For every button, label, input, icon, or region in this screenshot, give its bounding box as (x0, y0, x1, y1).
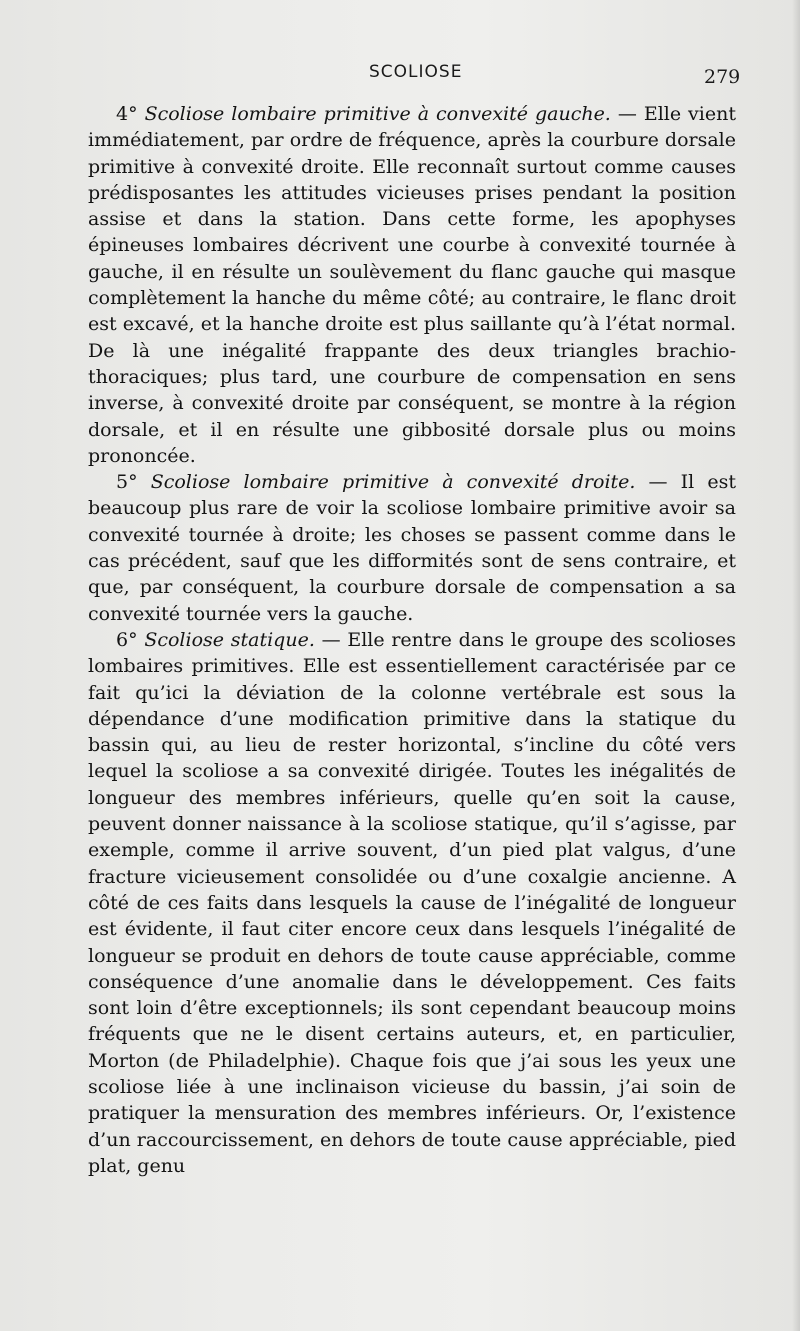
body-text (88, 101, 736, 1179)
page-header (0, 62, 800, 92)
paragraph-title: Scoliose lombaire primitive à convexité gauche. (144, 103, 611, 125)
paragraph-title: Scoliose statique. (144, 628, 315, 651)
paragraph-number: 6° (116, 628, 138, 651)
paragraph-number: 5° (116, 471, 138, 494)
paragraph-number: 4° (116, 103, 138, 125)
paragraph-lumbar-right (88, 469, 736, 627)
paragraph-text: — Elle rentre dans le groupe des scolioses lombaires primitives. Elle est essentiellement caractérisée par ce fait qu’ici la déviation de la colonne vertébrale est sous la dépendance d’une modification primitive dans la statique du bassin qui, au lieu de rester horizontal, s’incline du côté vers lequel la scoliose a sa convexité dirigée. Toutes les inégalités de longueur des membres inférieurs, quelle qu’en soit la cause, peuvent donner naissance à la scoliose statique, qu’il s’agisse, par exemple, comme il arrive souvent, d’un pied plat valgus, d’une fracture vicieusement consolidée ou d’une coxalgie ancienne. A côté de ces faits dans lesquels la cause de l’inégalité de longueur est évidente, il faut citer encore ceux dans lesquels l’inégalité de longueur se produit en dehors de toute cause appréciable, comme conséquence d’une anomalie dans le développement. Ces faits sont loin d’être exceptionnels; ils sont cependant beaucoup moins fréquents que ne le disent certains auteurs, et, en particulier, Morton (de Philadelphie). Chaque fois que j’ai sous les yeux une scoliose liée à une inclinaison vicieuse du bassin, j’ai soin de pratiquer la mensuration des membres inférieurs. Or, l’existence d’un raccourcissement, en dehors de toute cause appréciable, pied plat, genu (88, 628, 736, 1177)
page-edge-shadow (792, 0, 800, 1331)
paragraph-static-scoliosis (88, 627, 736, 1179)
paragraph-text: — Elle vient immédiatement, par ordre de fréquence, après la courbure dorsale primitive à convexité droite. Elle reconnaît surtout comme causes prédisposantes les attitudes vicieuses prises pendant la position assise et dans la station. Dans cette forme, les apophyses épineuses lombaires décrivent une courbe à convexité tournée à gauche, il en résulte un soulèvement du flanc gauche qui masque complètement la hanche du même côté; au contraire, le flanc droit est excavé, et la hanche droite est plus saillante qu’à l’état normal. De là une inégalité frappante des deux triangles brachio-thoraciques; plus tard, une courbure de compensation en sens inverse, à convexité droite par conséquent, se montre à la région dorsale, et il en résulte une gibbosité dorsale plus ou moins prononcée. (88, 103, 736, 467)
paragraph-text: — Il est beaucoup plus rare de voir la scoliose lombaire primitive avoir sa convexité tournée à droite; les choses se passent comme dans le cas précédent, sauf que les difformités sont de sens contraire, et que, par conséquent, la courbure dorsale de compensation a sa convexité tournée vers la gauche. (88, 471, 736, 625)
paragraph-lumbar-left (88, 101, 736, 469)
running-title: SCOLIOSE (369, 62, 463, 82)
paragraph-title: Scoliose lombaire primitive à convexité droite. (150, 471, 636, 494)
page-number: 279 (704, 66, 741, 88)
